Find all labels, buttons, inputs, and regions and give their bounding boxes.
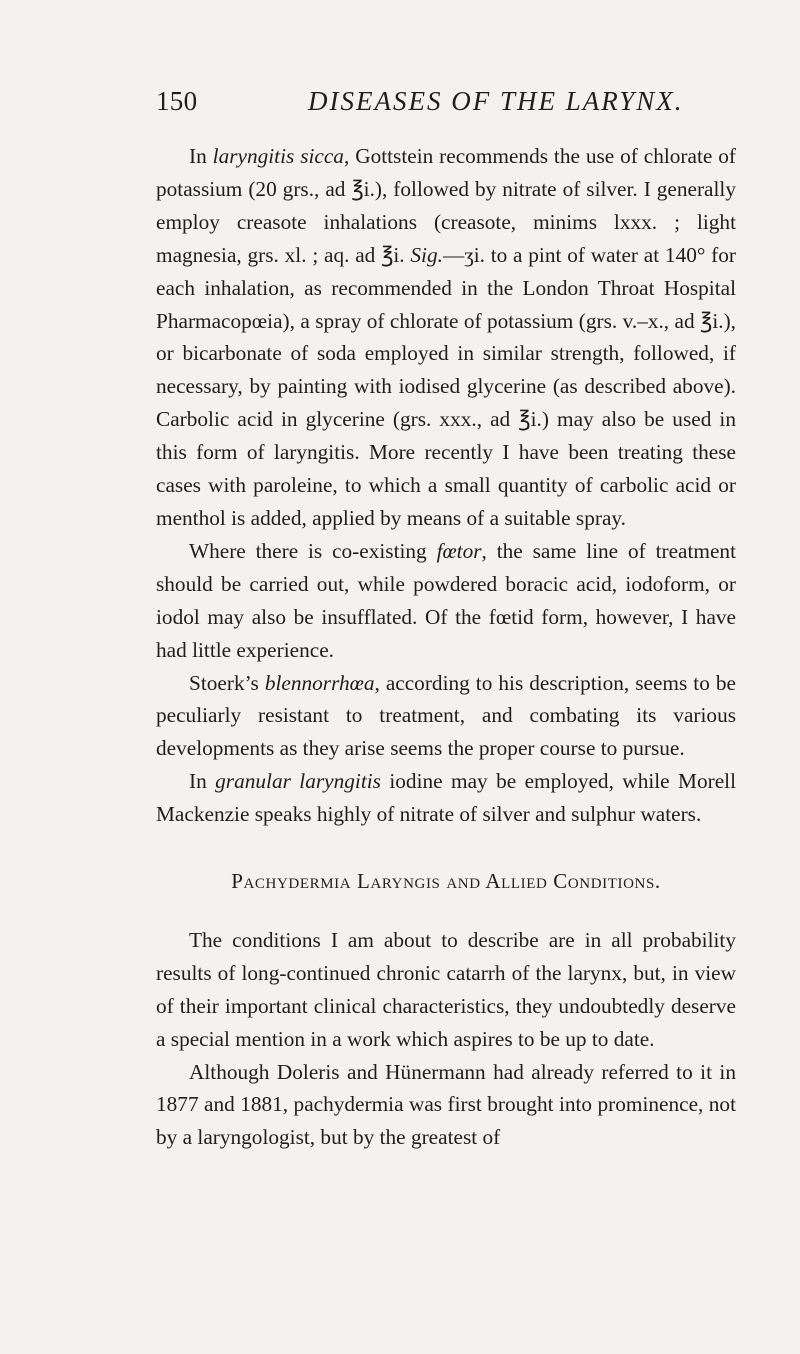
paragraphs-after-heading xyxy=(156,924,736,1154)
paragraph xyxy=(156,924,736,1056)
text-run: The conditions I am about to describe are in all probability results of long-continued chronic catarrh of the larynx, but, in view of their important clinical characteristics, they undoubtedly deserve a special mention in a work which aspires to be up to date. xyxy=(156,927,736,1051)
running-title: DISEASES OF THE LARYNX. xyxy=(308,86,684,116)
paragraph xyxy=(156,667,736,766)
page-header xyxy=(156,86,736,126)
body-text xyxy=(156,140,736,1154)
text-run: , the same line of treatment should be carried out, while powdered boracic acid, iodoform, or iodol may also be insufflated. Of the fœtid form, however, I have had little experience. xyxy=(156,538,736,662)
italic-text: Sig. xyxy=(410,242,443,267)
italic-text: granular laryngitis xyxy=(215,769,381,794)
section-heading-text: Pachydermia Laryngis and Allied Conditions. xyxy=(231,869,661,894)
italic-text: blennorrhœa xyxy=(264,670,375,695)
text-run: Although Doleris and Hünermann had already referred to it in 1877 and 1881, pachydermia was first brought into prominence, not by a laryngologist, but by the greatest of xyxy=(156,1059,736,1150)
paragraph xyxy=(156,140,736,535)
text-run: —ʒi. to a pint of water at 140° for each inhalation, as recommended in the London Throat Hospital Pharmacopœia), a spray of chlorate of potassium (grs. v.–x., ad ℥i.), or bicarbonate of soda employed in similar strength, followed, if necessary, by painting with iodised glycerine (as described above). Carbolic acid in glycerine (grs. xxx., ad ℥i.) may also be used in this form of laryngitis. More recently I have been treating these cases with paroleine, to which a small quantity of carbolic acid or menthol is added, applied by means of a suitable spray. xyxy=(156,242,736,530)
text-run: , Gottstein recommends the use of chlorate of potassium (20 grs., ad ℥i.), followed by nitrate of silver. I generally employ creasote inhalations (creasote, minims lxxx. ; light magnesia, grs. xl. ; aq. ad ℥i. xyxy=(156,144,736,267)
text-run: In xyxy=(189,144,213,168)
page-number: 150 xyxy=(156,86,198,116)
text-run: Where there is co-existing xyxy=(189,538,437,563)
text-run: Stoerk’s xyxy=(189,670,265,695)
paragraph xyxy=(156,1056,736,1155)
text-run: iodine may be employed, while Morell Mackenzie speaks highly of nitrate of silver and sulphur waters. xyxy=(156,769,736,827)
italic-text: fœtor xyxy=(436,538,482,563)
paragraph xyxy=(156,535,736,667)
paragraph xyxy=(156,765,736,831)
italic-text: laryngitis sicca xyxy=(212,144,344,168)
paragraphs-before-heading xyxy=(156,140,736,831)
text-run: , according to his description, seems to be peculiarly resistant to treatment, and combating its various developments as they arise seems the proper course to pursue. xyxy=(156,670,736,761)
text-run: In xyxy=(189,769,216,794)
section-heading xyxy=(156,865,736,898)
